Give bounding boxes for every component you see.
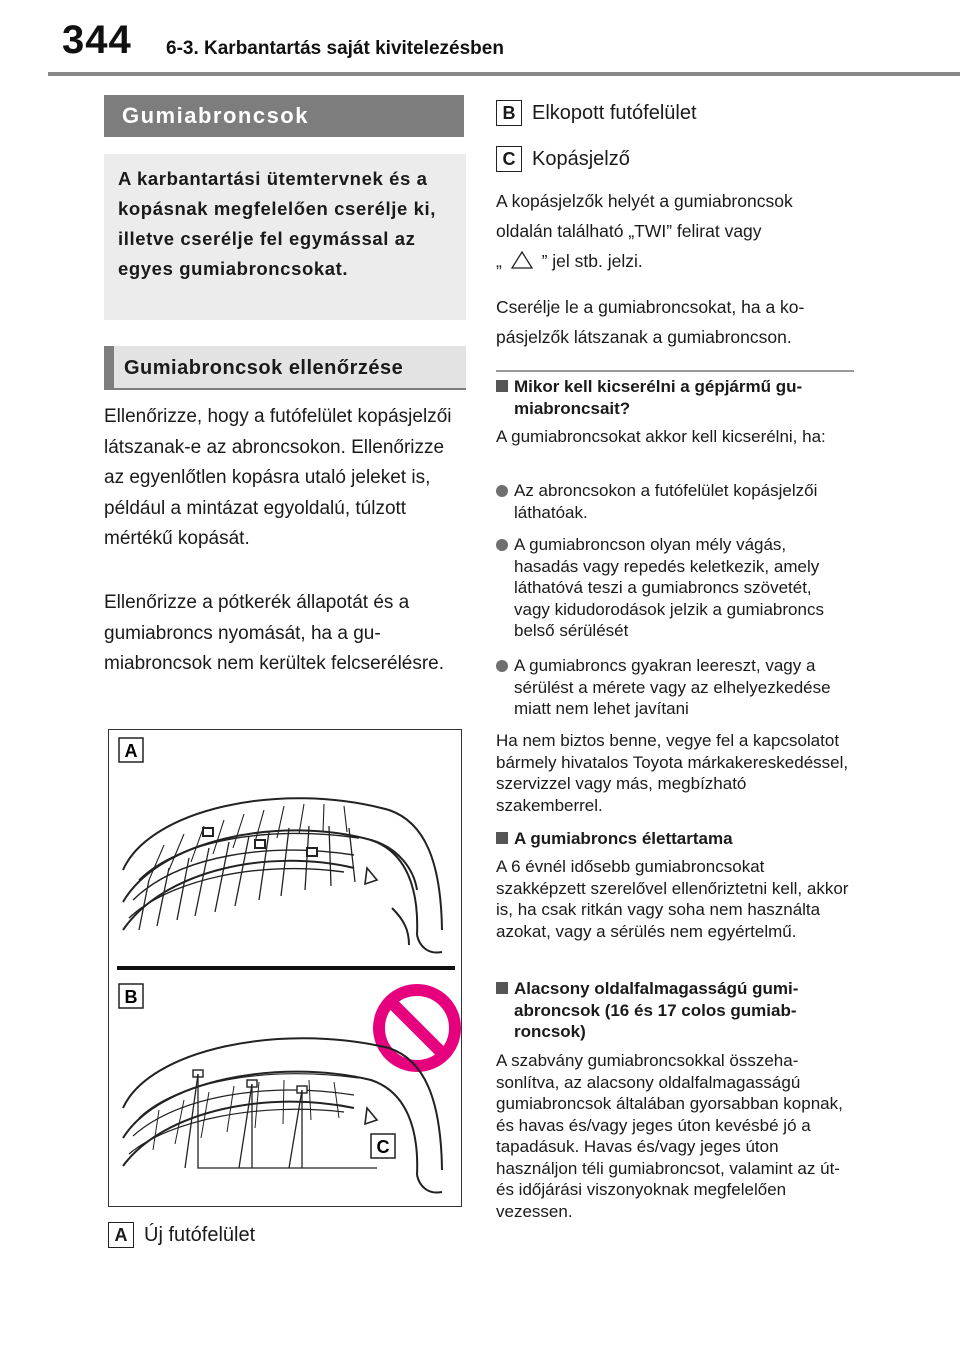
caption-a-text: Új futófelület [144,1224,256,1246]
tire-illustration [109,730,463,1208]
twi-quote-open: „ [496,251,502,271]
caption-a-label: A [108,1222,134,1248]
caption-b-text: Elkopott futófelület [532,102,697,124]
figure-label-a: A [124,741,138,761]
bullet-text: Az abroncsokon a futófelület kopásjelzői láthatóak. [514,481,818,522]
spare-paragraph: Ellenőrizze a pótkerék állapotát és a gumiabroncs nyomását, ha a gumiabroncsok nem kerültek felcserélésre. [104,592,445,674]
subsection-banner-bar [104,346,114,390]
chapter-banner: Gumiabroncsok [104,95,464,137]
bullet-item [496,655,856,720]
square-bullet-icon [496,832,508,844]
figure-label-b: B [124,987,138,1007]
subsection-title: Gumiabroncsok ellenőrzése [124,357,404,379]
bullet-text: A gumiabroncs gyakran leereszt, vagy a sérülést a mérete vagy az elhelyezkedése miatt nem lehet javítani [514,656,831,718]
summary-box [104,154,466,320]
triangle-icon [511,251,533,269]
bullet-item [496,534,856,642]
note-heading-lifetime [496,828,856,850]
note-heading-text: Alacsony oldalfalmagasságú gumiabroncsok (16 és 17 colos gumiabroncsok) [514,979,799,1041]
note-outro: Ha nem biztos benne, vegye fel a kapcsolatot bármely hivatalos Toyota márkakereskedéssel, szervizzel vagy más, megbízható szakemberrel. [496,731,849,815]
square-bullet-icon [496,380,508,392]
twi-quote-close: ” jel stb. jelzi. [541,251,643,271]
caption-c-label: C [496,146,522,172]
twi-paragraph [496,186,856,276]
new-tread-tire [123,798,442,952]
tire-tread-figure [108,729,462,1207]
twi-line-2: oldalán található „TWI” felirat vagy [496,221,762,241]
caption-wear-indicator [496,146,630,172]
subsection-underline [104,388,466,390]
circle-bullet-icon [496,660,508,672]
summary-text: A karbantartási ütemtervnek és a kopásnak megfelelően cserélje ki, illetve cserélje fel egymással az egyes gumiabroncsokat. [118,168,437,279]
caption-worn-tread [496,100,697,126]
page-number: 344 [62,18,132,62]
circle-bullet-icon [496,485,508,497]
replace-paragraph: Cserélje le a gumiabroncsokat, ha a kopásjelzők látszanak a gumiabroncson. [496,297,805,347]
note-heading-when-replace [496,376,856,419]
square-bullet-icon [496,982,508,994]
low-profile-text: A szabvány gumiabroncsokkal összehasonlítva, az alacsony oldalfalmagasságú gumiabroncsok általában gyorsabban kopnak, és havas és/vagy jeges úton kevésbé jó a tapadásuk. Havas és/vagy jeges úton használjon téli gumiabroncsot, valamint az út- és időjárási viszonyoknak megfelelően vezessen. [496,1051,843,1221]
note-heading-text: A gumiabroncs élettartama [514,829,733,848]
bullet-text: A gumiabroncson olyan mély vágás, hasadás vagy repedés keletkezik, amely láthatóvá teszi a gumiabroncs szövetét, vagy kidudorodások jelzik a gumiabroncs belső sérülését [514,535,824,640]
twi-line-3 [496,246,856,276]
header-divider [48,72,960,76]
caption-new-tread [108,1222,255,1248]
wear-indicator-callout [185,1074,377,1168]
note-heading-text: Mikor kell kicserélni a gépjármű gumiabroncsait? [514,377,803,418]
note-intro: A gumiabroncsokat akkor kell kicserélni, ha: [496,427,826,446]
twi-line-1: A kopásjelzők helyét a gumiabroncsok [496,191,793,211]
note-heading-low-profile [496,978,856,1043]
figure-label-c: C [376,1137,390,1157]
lifetime-text: A 6 évnél idősebb gumiabroncsokat szakképzett szerelővel ellenőriztetni kell, akkor is, ha csak ritkán vagy soha nem használta azokat, vagy a sérülés nem egyértelmű. [496,857,849,941]
bullet-item [496,480,856,523]
circle-bullet-icon [496,539,508,551]
prohibition-icon [379,990,455,1066]
check-paragraph: Ellenőrizze, hogy a futófelület kopásjelzői látszanak-e az abroncsokon. Ellenőrizze az egyenlőtlen kopásra utaló jeleket is, például a mintázat egyoldalú, túlzott mértékű kopását. [104,406,452,549]
section-title: 6-3. Karbantartás saját kivitelezésben [166,38,504,59]
notes-divider [496,370,854,372]
caption-b-label: B [496,100,522,126]
caption-c-text: Kopásjelző [532,148,630,170]
